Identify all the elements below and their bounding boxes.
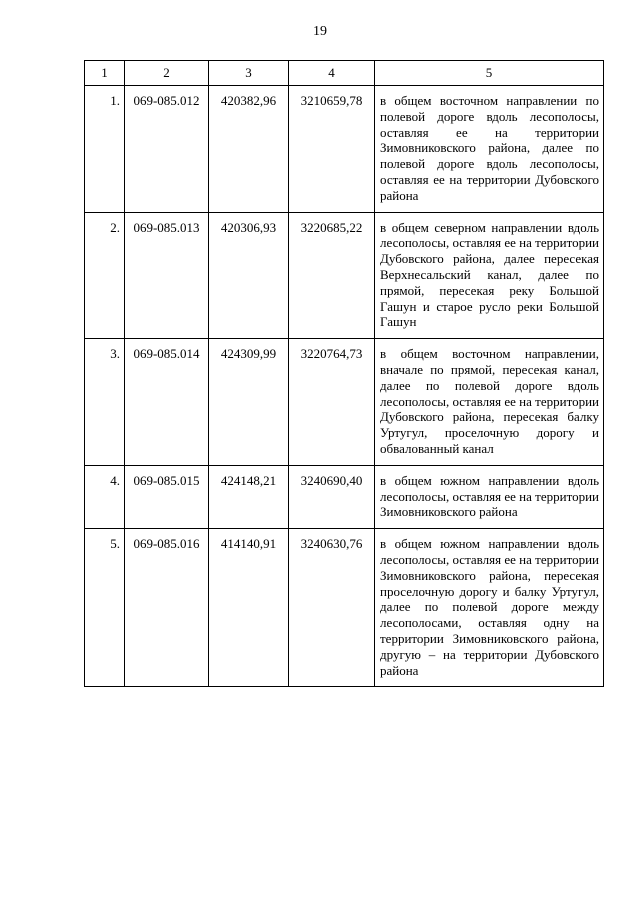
boundary-description: в общем южном направлении вдоль лесополосы, оставляя ее на территории Зимовниковского района [375,465,604,528]
header-col-4: 4 [289,61,375,86]
header-col-1: 1 [85,61,125,86]
table-row [85,212,604,339]
segment-code: 069-085.012 [125,86,209,213]
coordinate-y: 3220764,73 [289,339,375,466]
segment-code: 069-085.016 [125,529,209,687]
row-number: 5. [85,529,125,687]
table-row [85,339,604,466]
table-row [85,529,604,687]
coordinate-x: 420382,96 [209,86,289,213]
table-header-row [85,61,604,86]
header-col-5: 5 [375,61,604,86]
page-number: 19 [313,24,327,39]
table-row [85,86,604,213]
coordinate-y: 3240630,76 [289,529,375,687]
segment-code: 069-085.014 [125,339,209,466]
coordinate-x: 414140,91 [209,529,289,687]
row-number: 2. [85,212,125,339]
row-number: 3. [85,339,125,466]
header-col-2: 2 [125,61,209,86]
coordinate-x: 424148,21 [209,465,289,528]
segment-code: 069-085.013 [125,212,209,339]
coordinate-x: 424309,99 [209,339,289,466]
coordinate-x: 420306,93 [209,212,289,339]
header-col-3: 3 [209,61,289,86]
boundary-description: в общем южном направлении вдоль лесополосы, оставляя ее на территории Зимовниковского района, пересекая проселочную дорогу и балку Уртугул, далее по полевой дороге между лесополосами, оставляя одну на территории Зимовниковского района, другую – на территории Дубовского района [375,529,604,687]
row-number: 4. [85,465,125,528]
coordinate-y: 3240690,40 [289,465,375,528]
coordinate-y: 3210659,78 [289,86,375,213]
table-row [85,465,604,528]
boundary-description: в общем восточном направлении, вначале по прямой, пересекая канал, далее по полевой дороге вдоль лесополосы, оставляя ее на территории Дубовского района, пересекая балку Уртугул, проселочную дорогу и обвалованный канал [375,339,604,466]
coordinate-y: 3220685,22 [289,212,375,339]
boundary-description: в общем северном направлении вдоль лесополосы, оставляя ее на территории Дубовского района, далее пересекая Верхнесальский канал, далее по прямой, пересекая реку Большой Гашун и старое русло реки Большой Гашун [375,212,604,339]
boundary-table [84,60,604,687]
boundary-description: в общем восточном направлении по полевой дороге вдоль лесополосы, оставляя ее на территории Зимовниковского района, далее по полевой дороге вдоль лесополосы, оставляя ее на территории Дубовского района [375,86,604,213]
row-number: 1. [85,86,125,213]
segment-code: 069-085.015 [125,465,209,528]
